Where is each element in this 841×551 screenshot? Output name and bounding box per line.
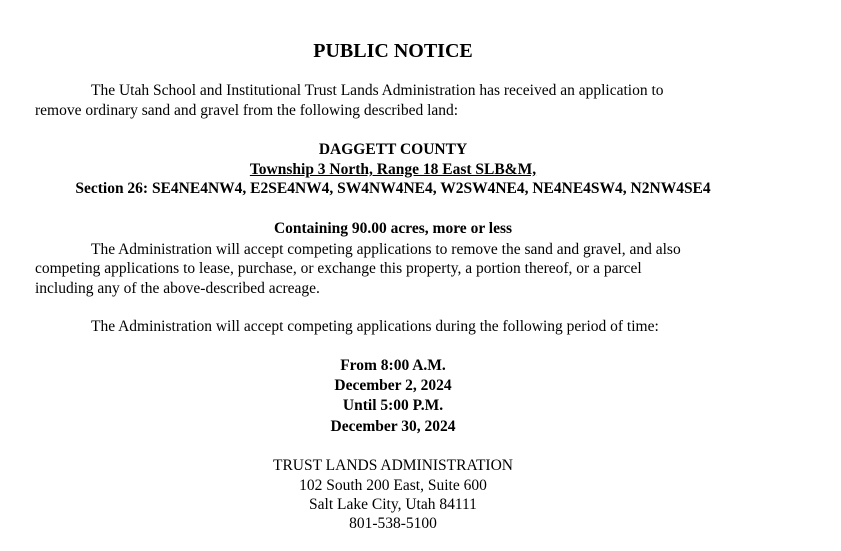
contact-address: 102 South 200 East, Suite 600 xyxy=(299,477,487,494)
period-start-date: December 2, 2024 xyxy=(334,377,452,394)
paragraph-line: competing applications to lease, purchase, or exchange this property, a portion thereof, or a parcel xyxy=(35,260,642,277)
period-end-date: December 30, 2024 xyxy=(330,418,456,435)
paragraph-line: The Utah School and Institutional Trust Lands Administration has received an application to xyxy=(91,82,664,99)
paragraph-line: The Administration will accept competing applications during the following period of time: xyxy=(91,318,659,335)
section-description: Section 26: SE4NE4NW4, E2SE4NW4, SW4NW4NE4, W2SW4NE4, NE4NE4SW4, N2NW4SE4 xyxy=(75,180,711,197)
page-title: PUBLIC NOTICE xyxy=(313,40,473,62)
contact-name: TRUST LANDS ADMINISTRATION xyxy=(273,457,513,474)
county-heading: DAGGETT COUNTY xyxy=(318,141,468,158)
contact-city: Salt Lake City, Utah 84111 xyxy=(309,496,477,513)
contact-phone: 801-538-5100 xyxy=(349,515,437,532)
township-heading: Township 3 North, Range 18 East SLB&M, xyxy=(249,161,537,178)
acreage: Containing 90.00 acres, more or less xyxy=(273,220,513,237)
paragraph-line: remove ordinary sand and gravel from the following described land: xyxy=(35,102,459,119)
paragraph-line: The Administration will accept competing applications to remove the sand and gravel, and also xyxy=(91,241,681,258)
period-start-time: From 8:00 A.M. xyxy=(340,357,446,374)
paragraph-line: including any of the above-described acreage. xyxy=(35,280,320,297)
period-end-time: Until 5:00 P.M. xyxy=(342,397,444,414)
